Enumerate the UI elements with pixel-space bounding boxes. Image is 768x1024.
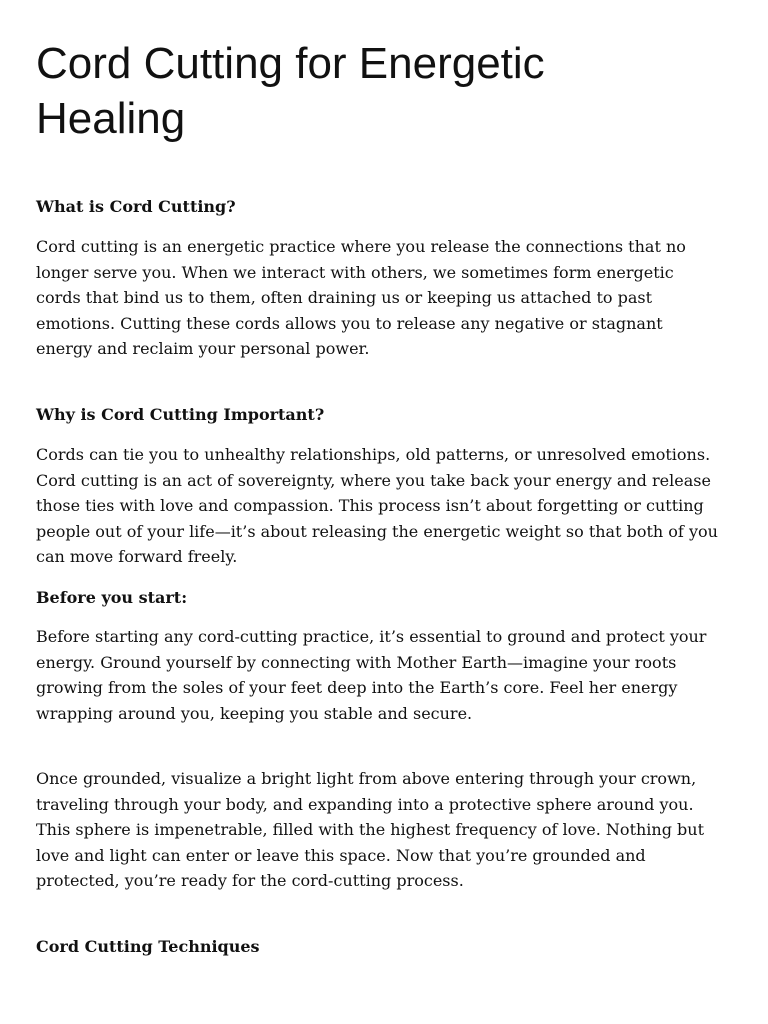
paragraph-line: Cords can tie you to unhealthy relationships, old patterns, or unresolved emotions.	[36, 445, 711, 464]
paragraph-grounding	[36, 624, 732, 726]
paragraph-what-is-cord-cutting	[36, 234, 732, 362]
paragraph-line: those ties with love and compassion. This process isn’t about forgetting or cutting	[36, 496, 704, 516]
paragraph-line: can move forward freely.	[36, 547, 238, 567]
paragraph-line: energy. Ground yourself by connecting with Mother Earth—imagine your roots	[36, 652, 677, 672]
paragraph-line: longer serve you. When we interact with others, we sometimes form energetic	[36, 262, 674, 282]
section-heading-what-is-cord-cutting: What is Cord Cutting?	[36, 197, 236, 216]
section-heading-before-you-start: Before you start:	[36, 588, 188, 607]
page-title: Cord Cutting for Energetic Healing	[36, 39, 545, 143]
paragraph-line: Cord cutting is an act of sovereignty, where you take back your energy and release	[36, 470, 711, 490]
section-heading-why-important: Why is Cord Cutting Important?	[36, 405, 325, 424]
paragraph-line: Cord cutting is an energetic practice where you release the connections that no	[36, 237, 686, 256]
paragraph-line: people out of your life—it’s about releasing the energetic weight so that both of you	[36, 521, 718, 541]
paragraph-why-important	[36, 442, 732, 570]
paragraph-line: energy and reclaim your personal power.	[36, 339, 370, 359]
paragraph-line: protected, you’re ready for the cord-cutting process.	[36, 871, 464, 891]
paragraph-line: This sphere is impenetrable, filled with the highest frequency of love. Nothing but	[36, 820, 705, 840]
paragraph-line: Before starting any cord-cutting practice, it’s essential to ground and protect your	[36, 627, 707, 646]
paragraph-line: traveling through your body, and expanding into a protective sphere around you.	[36, 794, 694, 814]
paragraph-protection	[36, 766, 732, 894]
paragraph-line: love and light can enter or leave this space. Now that you’re grounded and	[36, 845, 646, 865]
paragraph-line: Once grounded, visualize a bright light from above entering through your crown,	[36, 769, 697, 788]
paragraph-line: emotions. Cutting these cords allows you to release any negative or stagnant	[36, 313, 663, 333]
section-heading-cord-cutting-techniques: Cord Cutting Techniques	[36, 937, 260, 956]
paragraph-line: cords that bind us to them, often draining us or keeping us attached to past	[36, 288, 653, 308]
paragraph-line: wrapping around you, keeping you stable and secure.	[36, 703, 473, 723]
paragraph-line: growing from the soles of your feet deep into the Earth’s core. Feel her energy	[36, 678, 678, 698]
